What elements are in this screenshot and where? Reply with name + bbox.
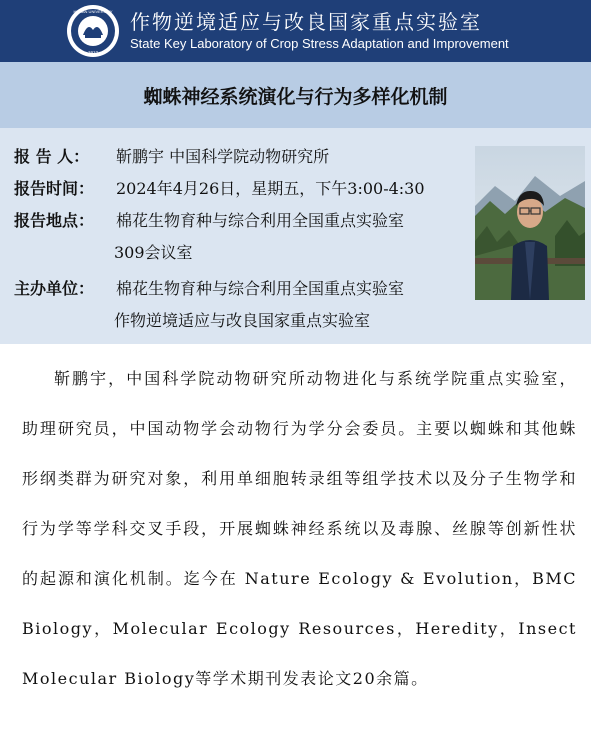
speaker-row [14, 144, 329, 167]
header-bar [0, 0, 591, 62]
svg-text:1912: 1912 [87, 50, 99, 55]
time-value: 2024年4月26日，星期五，下午3:00-4:30 [116, 179, 425, 198]
location-row [14, 208, 404, 231]
speaker-label: 报 告 人： [14, 147, 90, 166]
lab-name-en: State Key Laboratory of Crop Stress Adaptation and Improvement [130, 36, 509, 51]
speaker-bio: 靳鹏宇，中国科学院动物研究所动物进化与系统学院重点实验室，助理研究员，中国动物学会动物行为学分会委员。主要以蜘蛛和其他蛛形纲类群为研究对象，利用单细胞转录组等组学技术以及分子生物学和行为学等学科交叉手段，开展蜘蛛神经系统以及毒腺、丝腺等创新性状的起源和演化机制。迄今在 Nature Ecology & Evolution，BMC Biology，Molecular Ecology Resources，Heredity，Insect Molecular Biology等学术期刊发表论文20余篇。 [22, 369, 577, 688]
lab-name-cn: 作物逆境适应与改良国家重点实验室 [130, 10, 482, 34]
location-value-line2: 309会议室 [114, 243, 193, 262]
host-row [14, 276, 404, 299]
location-label: 报告地点： [14, 211, 95, 230]
host-label: 主办单位： [14, 279, 95, 298]
time-row [14, 176, 425, 199]
host-value-line2: 作物逆境适应与改良国家重点实验室 [114, 311, 371, 330]
bio-section [0, 344, 591, 756]
host-value-line1: 棉花生物育种与综合利用全国重点实验室 [116, 279, 405, 298]
university-logo [66, 4, 120, 58]
talk-title: 蜘蛛神经系统演化与行为多样化机制 [143, 86, 448, 108]
title-band [0, 62, 591, 128]
svg-text:HENAN UNIVERSITY: HENAN UNIVERSITY [73, 9, 113, 14]
time-label: 报告时间： [14, 179, 95, 198]
speaker-value: 靳鹏宇 中国科学院动物研究所 [116, 147, 330, 166]
location-value-line1: 棉花生物育种与综合利用全国重点实验室 [116, 211, 405, 230]
speaker-photo [475, 146, 585, 300]
info-panel [0, 128, 591, 344]
